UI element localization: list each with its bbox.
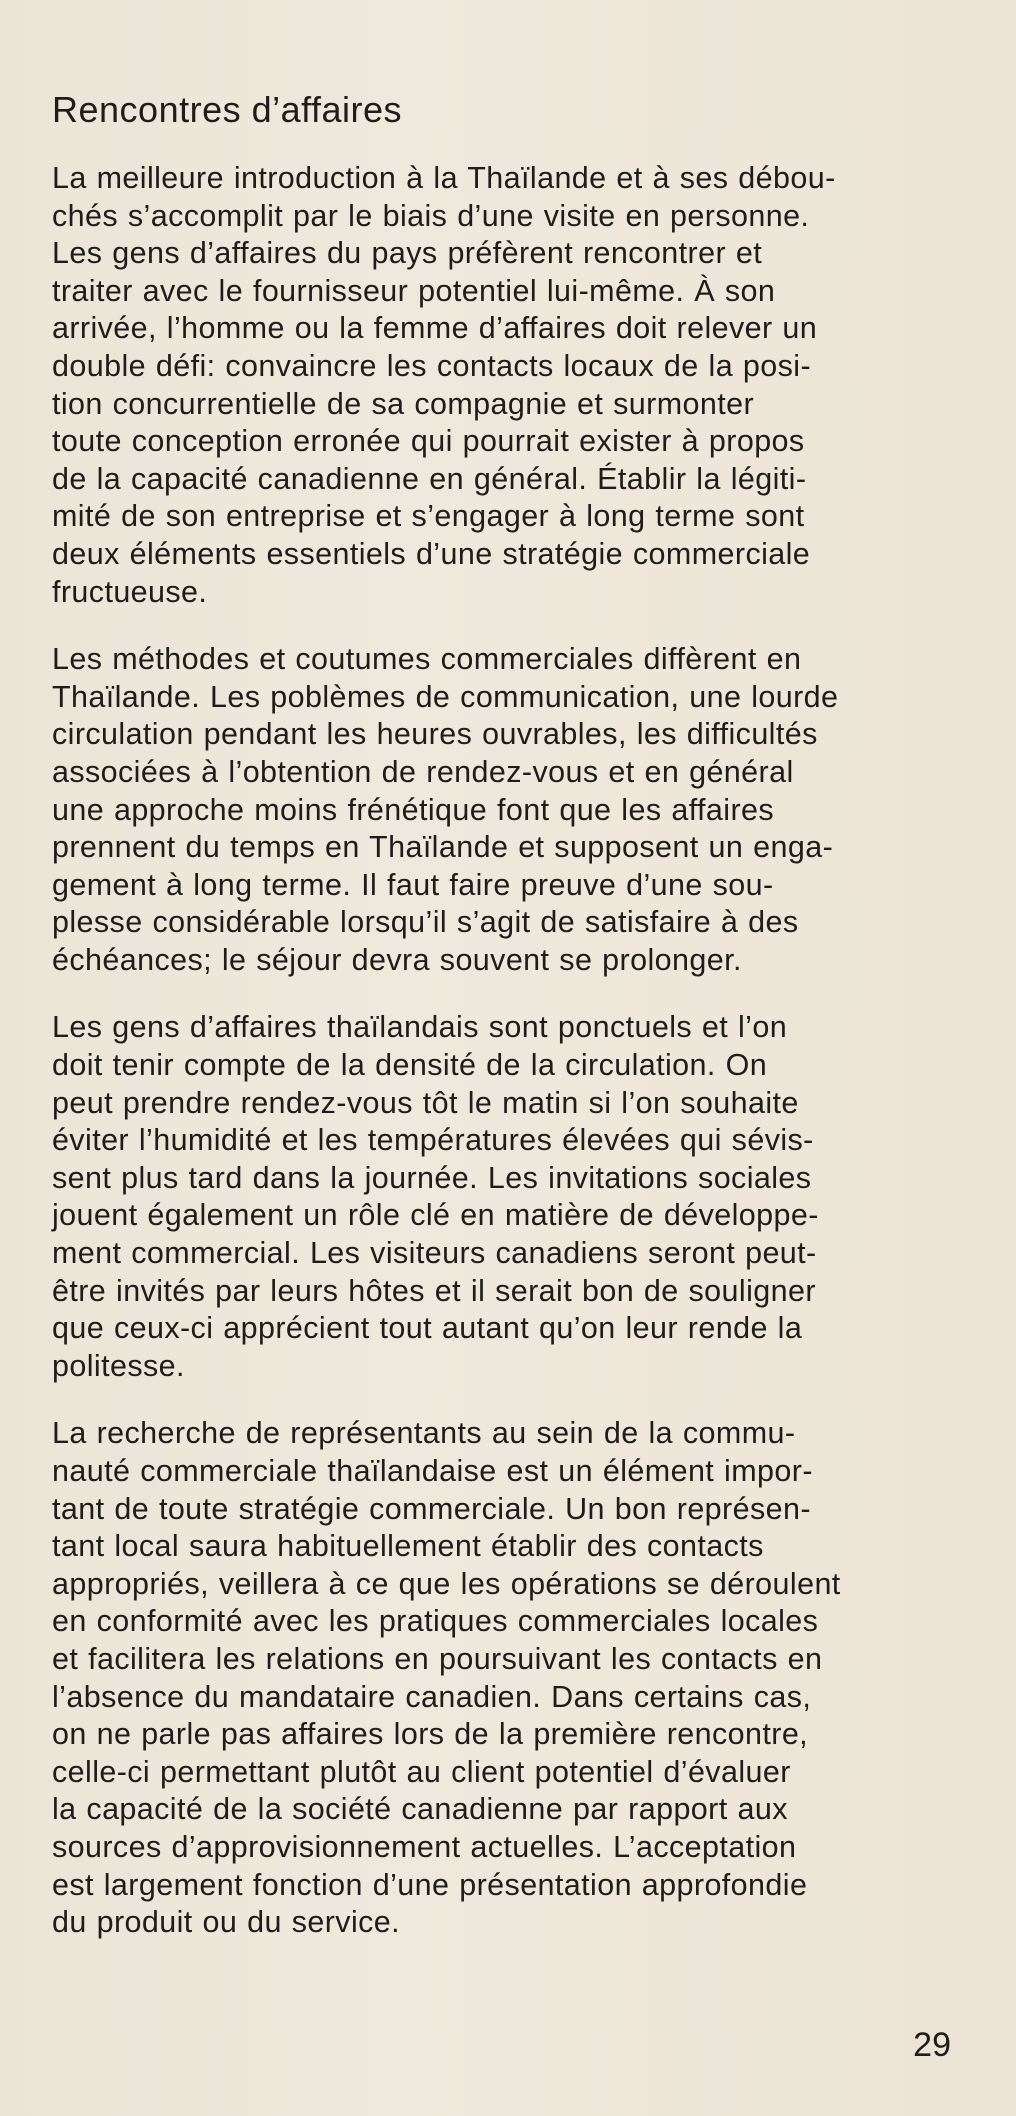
text-line: jouent également un rôle clé en matière de développe- [52, 1198, 819, 1233]
text-line: toute conception erronée qui pourrait exister à propos [52, 424, 805, 459]
text-line: éviter l’humidité et les températures élevées qui sévis- [52, 1123, 814, 1158]
text-line: du produit ou du service. [52, 1905, 401, 1940]
text-line: une approche moins frénétique font que les affaires [52, 792, 775, 827]
text-line: l’absence du mandataire canadien. Dans certains cas, [52, 1679, 812, 1714]
text-line: fructueuse. [52, 574, 208, 609]
text-line: de la capacité canadienne en général. Établir la légiti- [52, 461, 807, 496]
text-line: tant local saura habituellement établir des contacts [52, 1529, 764, 1564]
text-line: chés s’accomplit par le biais d’une visite en personne. [52, 198, 810, 233]
text-line: doit tenir compte de la densité de la circulation. On [52, 1048, 768, 1083]
text-line: sources d’approvisionnement actuelles. L’acceptation [52, 1829, 797, 1864]
text-line: deux éléments essentiels d’une stratégie commerciale [52, 536, 811, 571]
text-line: et facilitera les relations en poursuivant les contacts en [52, 1641, 823, 1676]
text-line: en conformité avec les pratiques commerciales locales [52, 1604, 819, 1639]
text-line: Les gens d’affaires thaïlandais sont ponctuels et l’on [52, 1010, 788, 1045]
text-line: gement à long terme. Il faut faire preuve d’une sou- [52, 867, 774, 902]
page-number: 29 [913, 2026, 951, 2064]
paragraph-4 [52, 1415, 977, 1941]
text-line: tant de toute stratégie commerciale. Un bon représen- [52, 1491, 811, 1526]
text-line: Les méthodes et coutumes commerciales diffèrent en [52, 642, 802, 677]
text-line: ment commercial. Les visiteurs canadiens seront peut- [52, 1236, 817, 1271]
page-content [52, 88, 977, 1972]
text-line: que ceux-ci apprécient tout autant qu’on leur rende la [52, 1311, 803, 1346]
text-line: prennent du temps en Thaïlande et supposent un enga- [52, 830, 834, 865]
text-line: politesse. [52, 1348, 185, 1383]
text-line: nauté commerciale thaïlandaise est un élément impor- [52, 1454, 813, 1488]
text-line: peut prendre rendez-vous tôt le matin si l’on souhaite [52, 1085, 799, 1120]
text-line: Thaïlande. Les poblèmes de communication, une lourde [52, 679, 839, 714]
text-line: traiter avec le fournisseur potentiel lui-même. À son [52, 273, 776, 308]
text-line: associées à l’obtention de rendez-vous et en général [52, 754, 794, 789]
paragraph-1 [52, 160, 977, 611]
text-line: appropriés, veillera à ce que les opérations se déroulent [52, 1566, 841, 1601]
text-line: échéances; le séjour devra souvent se prolonger. [52, 942, 742, 977]
text-line: la capacité de la société canadienne par rapport aux [52, 1792, 788, 1827]
text-line: circulation pendant les heures ouvrables, les difficultés [52, 717, 818, 752]
text-line: tion concurrentielle de sa compagnie et surmonter [52, 386, 755, 421]
text-line: La meilleure introduction à la Thaïlande et à ses débou- [52, 161, 836, 195]
text-line: celle-ci permettant plutôt au client potentiel d’évaluer [52, 1754, 791, 1789]
paragraph-2 [52, 641, 977, 979]
paragraph-3 [52, 1009, 977, 1385]
text-line: double défi: convaincre les contacts locaux de la posi- [52, 348, 812, 383]
text-line: La recherche de représentants au sein de la commu- [52, 1416, 796, 1451]
text-line: est largement fonction d’une présentation approfondie [52, 1867, 808, 1902]
text-line: on ne parle pas affaires lors de la première rencontre, [52, 1717, 809, 1752]
text-line: Les gens d’affaires du pays préfèrent rencontrer et [52, 236, 763, 271]
text-line: sent plus tard dans la journée. Les invitations sociales [52, 1160, 812, 1195]
text-line: mité de son entreprise et s’engager à long terme sont [52, 499, 805, 534]
section-heading: Rencontres d’affaires [52, 89, 403, 130]
text-line: être invités par leurs hôtes et il serait bon de souligner [52, 1273, 816, 1308]
text-line: plesse considérable lorsqu’il s’agit de satisfaire à des [52, 905, 799, 940]
text-line: arrivée, l’homme ou la femme d’affaires doit relever un [52, 311, 818, 346]
